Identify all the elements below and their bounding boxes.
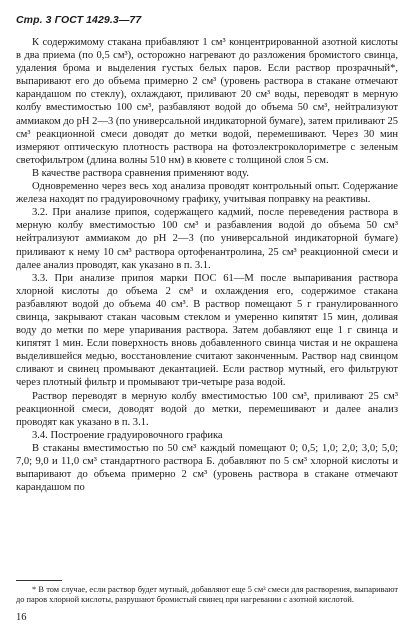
footnote-divider (16, 580, 62, 581)
paragraph-transfer: Раствор переводят в мерную колбу вместимостью 100 см³, приливают 25 см³ реакционной смеси, доводят водой до метки, перемешивают и далее анализ проводят как указано в п. 3.1. (16, 390, 398, 428)
page-header: Стр. 3 ГОСТ 1429.3—77 (16, 14, 142, 26)
paragraph-control: Одновременно через весь ход анализа проводят контрольный опыт. Содержание железа находят по градуировочному графику, учитывая поправку на реактивы. (16, 181, 398, 206)
paragraph-3-1-body: К содержимому стакана прибавляют 1 см³ концентрированной азотной кислоты в два приема (по 0,5 см³), осторожно нагревают до разложения бромистого свинца, удаления брома и выделения густых белых паров. Если раствор прозрачный*, выпаривают его до объема примерно 2 см³ (уровень раствора в стакане отмечают карандашом по стеклу), охлаждают, приливают 20 см³ воды, переводят в мерную колбу вместимостью 100 см³, разбавляют водой до объема 50 см³, нейтрализуют аммиаком до pH 2—3 (по универсальной индикаторной бумаге), затем приливают 25 см³ реакционной смеси доводят до метки водой, перемешивают. Через 30 мин измеряют оптическую плотность раствора на фотоэлектроколориметре с зеленым светофильтром (длина волны 510 нм) в кювете с толщиной слоя 5 см. (16, 37, 398, 166)
paragraph-3-2: 3.2. При анализе припоя, содержащего кадмий, после переведения раствора в мерную колбу вместимостью 100 см³ и разбавления водой до объема 50 см³ нейтрализуют аммиаком до pH 2—3 (по универсальной индикаторной бумаге) приливают к нему 10 см³ раствора ортофенантролина, 25 см³ реакционной смеси и далее анализ проводят, как указано в п. 3.1. (16, 207, 398, 271)
paragraph-calibration: В стаканы вместимостью по 50 см³ каждый помещают 0; 0,5; 1,0; 2,0; 3,0; 5,0; 7,0; 9,0 и 11,0 см³ стандартного раствора Б. добавляют по 5 см³ хлорной кислоты и выпаривают до объема примерно 2 см³ (уровень раствора в стакане отмечают карандашом по (16, 442, 398, 494)
document-body (16, 36, 398, 494)
paragraph-comparison: В качестве раствора сравнения применяют воду. (32, 167, 249, 179)
footnote: * В том случае, если раствор будет мутный, добавляют еще 5 см³ смеси для растворения, выпаривают до паров хлорной кислоты, разрушают бромистый свинец при нагревании с азотной кислотой. (16, 585, 398, 605)
section-heading-3-4: 3.4. Построение градуировочного графика (32, 429, 223, 441)
paragraph-3-3: 3.3. При анализе припоя марки ПОС 61—М после выпаривания раствора хлорной кислоты до объема 2 см³ и охлаждения его, содержимое стакана разбавляют водой до объема 40 см³. В раствор помещают 5 г гранулированного свинца, закрывают стакан часовым стеклом и умеренно кипятят 15 мин, доливая воду до метки по мере упаривания раствора. Затем добавляют еще 1 г свинца и кипятят 1 мин. Если поверхность вновь добавленного свинца чистая и не окрашена выделившейся медью, восстановление считают законченным. Раствор над свинцом сливают и свинец промывают декантацией. Если раствор мутный, его фильтруют через плотный фильтр и промывают три-четыре раза водой. (16, 272, 398, 389)
page-number: 16 (16, 612, 27, 623)
